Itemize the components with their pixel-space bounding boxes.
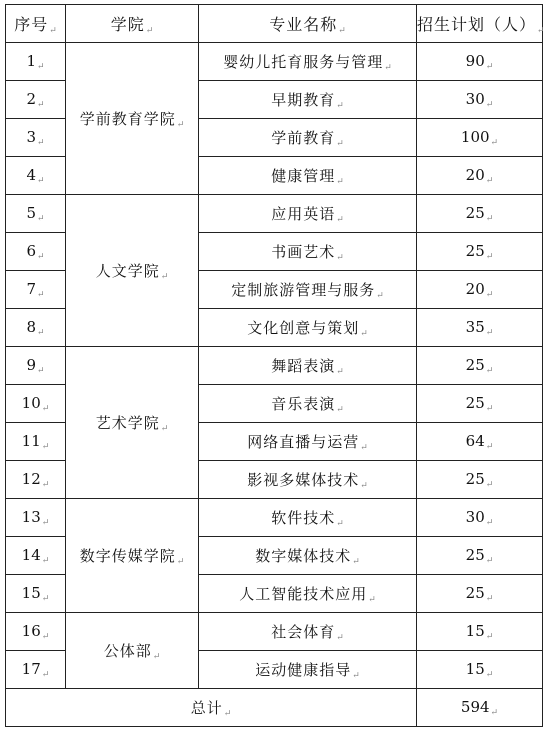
- seq-cell: $16_↵$: [6, 613, 66, 651]
- quota-cell: $30_↵$: [417, 499, 543, 537]
- major-cell: 社会体育$_↵$: [199, 613, 417, 651]
- header-quota: 招生计划（人）↵: [417, 5, 543, 43]
- enrollment-plan-table: [5, 4, 543, 727]
- seq-cell: $14_↵$: [6, 537, 66, 575]
- seq-cell: $13_↵$: [6, 499, 66, 537]
- college-cell: 艺术学院$_↵$: [66, 347, 199, 499]
- major-cell: 影视多媒体技术$_↵$: [199, 461, 417, 499]
- header-college: 学院↵: [66, 5, 199, 43]
- total-row: [6, 689, 543, 727]
- quota-cell: $15_↵$: [417, 613, 543, 651]
- seq-cell: $8_↵$: [6, 309, 66, 347]
- seq-cell: $15_↵$: [6, 575, 66, 613]
- major-cell: 人工智能技术应用$_↵$: [199, 575, 417, 613]
- college-cell: 公体部$_↵$: [66, 613, 199, 689]
- seq-cell: $5_↵$: [6, 195, 66, 233]
- major-cell: 健康管理$_↵$: [199, 157, 417, 195]
- major-cell: 运动健康指导$_↵$: [199, 651, 417, 689]
- quota-cell: $20_↵$: [417, 271, 543, 309]
- seq-cell: $9_↵$: [6, 347, 66, 385]
- major-cell: 书画艺术$_↵$: [199, 233, 417, 271]
- seq-cell: $1_↵$: [6, 43, 66, 81]
- table-row: [6, 43, 543, 81]
- major-cell: 婴幼儿托育服务与管理$_↵$: [199, 43, 417, 81]
- quota-cell: $25_↵$: [417, 195, 543, 233]
- table-row: [6, 347, 543, 385]
- quota-cell: $25_↵$: [417, 537, 543, 575]
- quota-cell: $25_↵$: [417, 461, 543, 499]
- document-page: [5, 4, 545, 727]
- major-cell: 应用英语$_↵$: [199, 195, 417, 233]
- header-major: 专业名称↵: [199, 5, 417, 43]
- quota-cell: $15_↵$: [417, 651, 543, 689]
- seq-cell: $4_↵$: [6, 157, 66, 195]
- seq-cell: $17_↵$: [6, 651, 66, 689]
- total-label: 总计$_↵$: [6, 689, 417, 727]
- seq-cell: $2_↵$: [6, 81, 66, 119]
- major-cell: 文化创意与策划$_↵$: [199, 309, 417, 347]
- table-header-row: [6, 5, 543, 43]
- quota-cell: $20_↵$: [417, 157, 543, 195]
- major-cell: 音乐表演$_↵$: [199, 385, 417, 423]
- quota-cell: $30_↵$: [417, 81, 543, 119]
- major-cell: 早期教育$_↵$: [199, 81, 417, 119]
- quota-cell: $25_↵$: [417, 575, 543, 613]
- table-row: [6, 499, 543, 537]
- quota-cell: $64_↵$: [417, 423, 543, 461]
- major-cell: 软件技术$_↵$: [199, 499, 417, 537]
- major-cell: 舞蹈表演$_↵$: [199, 347, 417, 385]
- major-cell: 网络直播与运营$_↵$: [199, 423, 417, 461]
- major-cell: 数字媒体技术$_↵$: [199, 537, 417, 575]
- major-cell: 学前教育$_↵$: [199, 119, 417, 157]
- college-cell: 学前教育学院$_↵$: [66, 43, 199, 195]
- table-row: [6, 195, 543, 233]
- seq-cell: $12_↵$: [6, 461, 66, 499]
- quota-cell: $25_↵$: [417, 385, 543, 423]
- quota-cell: $25_↵$: [417, 233, 543, 271]
- seq-cell: $10_↵$: [6, 385, 66, 423]
- quota-cell: $35_↵$: [417, 309, 543, 347]
- table-row: [6, 613, 543, 651]
- seq-cell: $7_↵$: [6, 271, 66, 309]
- college-cell: 人文学院$_↵$: [66, 195, 199, 347]
- seq-cell: $11_↵$: [6, 423, 66, 461]
- quota-cell: $100_↵$: [417, 119, 543, 157]
- quota-cell: $90_↵$: [417, 43, 543, 81]
- quota-cell: $25_↵$: [417, 347, 543, 385]
- major-cell: 定制旅游管理与服务$_↵$: [199, 271, 417, 309]
- header-seq: 序号↵: [6, 5, 66, 43]
- seq-cell: $3_↵$: [6, 119, 66, 157]
- total-value: $594_↵$: [417, 689, 543, 727]
- college-cell: 数字传媒学院$_↵$: [66, 499, 199, 613]
- seq-cell: $6_↵$: [6, 233, 66, 271]
